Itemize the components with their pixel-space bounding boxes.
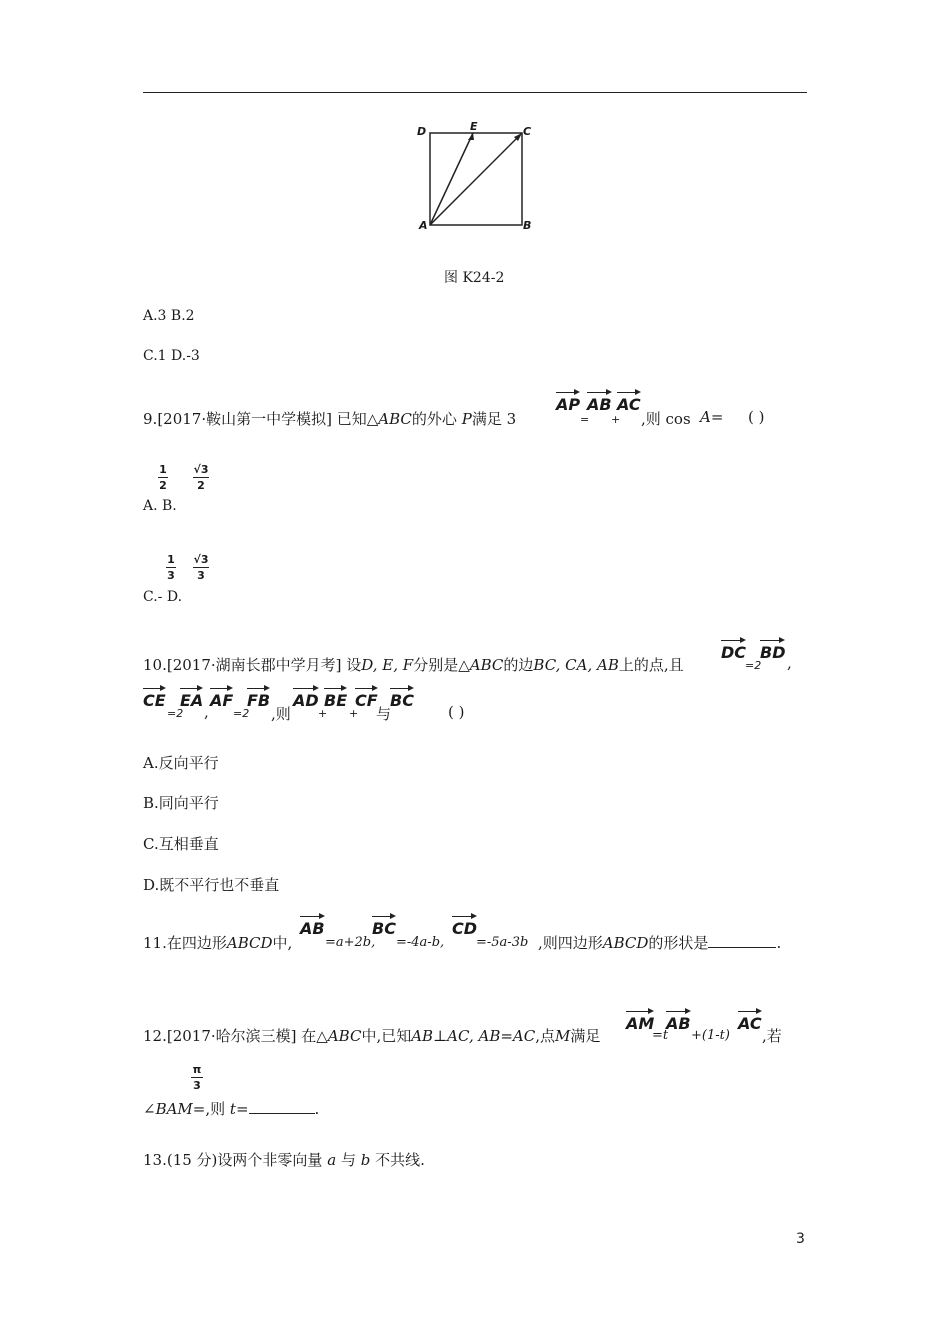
q11-prefix: 11.在四边形ABCD中,: [143, 934, 293, 952]
q11-answer-blank[interactable]: [708, 947, 776, 948]
q10-option-a: A.反向平行: [143, 754, 219, 772]
q9-vec-ac: AC: [617, 390, 641, 414]
q10-vec-cf: CF: [355, 686, 378, 710]
q9-eq: =: [580, 413, 590, 426]
q9-frac-c: 1 3: [167, 553, 175, 582]
q10-stem-line1: 10.[2017·湖南长郡中学月考] 设D, E, F分别是△ABC的边BC, CA, AB上的点,且: [143, 656, 684, 674]
q9-frac-a: 1 2: [159, 463, 167, 492]
q9-vec-ab: AB: [587, 390, 612, 414]
q12-one-minus-t: +(1-t): [691, 1028, 730, 1043]
q12-answer-blank[interactable]: [249, 1113, 315, 1114]
q8-options-ab: A.3 B.2: [143, 308, 195, 324]
q10-plus-b: +: [349, 707, 359, 720]
q10-comma-2: ,: [204, 703, 209, 721]
q12-tail: ∠BAM=,则 t= .: [143, 1100, 320, 1118]
square-figure: [410, 118, 540, 238]
point-e-label: E: [470, 120, 478, 133]
figure-caption: 图 K24-2: [444, 270, 505, 286]
q9-stem: 9.[2017·鞍山第一中学模拟] 已知△ABC的外心 P满足 3: [143, 410, 517, 428]
q9-paren: ( ): [748, 408, 765, 426]
q10-option-c: C.互相垂直: [143, 835, 219, 853]
q9-options-ab: A. B.: [143, 498, 177, 514]
q11-vec-bc: BC: [372, 914, 396, 938]
q10-vec-dc: DC: [721, 638, 746, 662]
q12-vec-am: AM: [626, 1009, 654, 1033]
q10-comma: ,: [787, 654, 792, 672]
q10-option-d: D.既不平行也不垂直: [143, 876, 280, 894]
q12-vec-ab: AB: [666, 1009, 691, 1033]
q10-eq2-c: =2: [233, 707, 250, 720]
q10-vec-ad: AD: [293, 686, 319, 710]
q10-eq2-b: =2: [167, 707, 184, 720]
q11-suffix: ,则四边形ABCD的形状是 .: [538, 934, 782, 952]
q9-a-eq: A=: [700, 408, 724, 426]
point-a-label: A: [419, 219, 428, 232]
q8-options-cd: C.1 D.-3: [143, 348, 200, 364]
q9-plus: +: [611, 413, 621, 426]
q10-then: ,则: [271, 705, 291, 723]
q10-vec-ea: EA: [180, 686, 203, 710]
q12-stem: 12.[2017·哈尔滨三模] 在△ABC中,已知AB⊥AC, AB=AC,点M满足: [143, 1027, 601, 1045]
q12-frac-pi-3: π 3: [192, 1063, 202, 1092]
q11-vec-cd: CD: [452, 914, 477, 938]
q9-options-cd: C.- D.: [143, 589, 183, 605]
q10-vec-fb: FB: [247, 686, 270, 710]
q10-vec-be: BE: [324, 686, 347, 710]
q12-if: ,若: [762, 1027, 782, 1045]
page-number: 3: [796, 1231, 805, 1247]
q11-term2: =-4a-b,: [396, 935, 445, 950]
q9-frac-b: √3 2: [193, 463, 209, 492]
q10-eq2-a: =2: [745, 659, 762, 672]
q11-term3: =-5a-3b: [476, 935, 529, 950]
point-d-label: D: [417, 125, 427, 138]
q10-with: 与: [376, 705, 392, 723]
q12-vec-ac: AC: [738, 1009, 762, 1033]
q10-vec-ce: CE: [143, 686, 166, 710]
q10-vec-bc: BC: [390, 686, 414, 710]
point-c-label: C: [523, 125, 532, 138]
q13-stem: 13.(15 分)设两个非零向量 a 与 b 不共线.: [143, 1151, 425, 1169]
q9-frac-d: √3 3: [193, 553, 209, 582]
point-b-label: B: [523, 219, 532, 232]
header-rule: [143, 92, 807, 93]
q10-paren: ( ): [448, 703, 465, 721]
q9-cos-text: ,则 cos: [641, 410, 691, 428]
q10-plus-a: +: [318, 707, 328, 720]
q11-vec-ab: AB: [300, 914, 325, 938]
q9-vec-ap: AP: [556, 390, 580, 414]
q12-eq-t: =t: [652, 1028, 669, 1043]
q10-vec-bd: BD: [760, 638, 785, 662]
q10-option-b: B.同向平行: [143, 794, 219, 812]
q11-term1: =a+2b,: [325, 935, 376, 950]
q10-vec-af: AF: [210, 686, 233, 710]
